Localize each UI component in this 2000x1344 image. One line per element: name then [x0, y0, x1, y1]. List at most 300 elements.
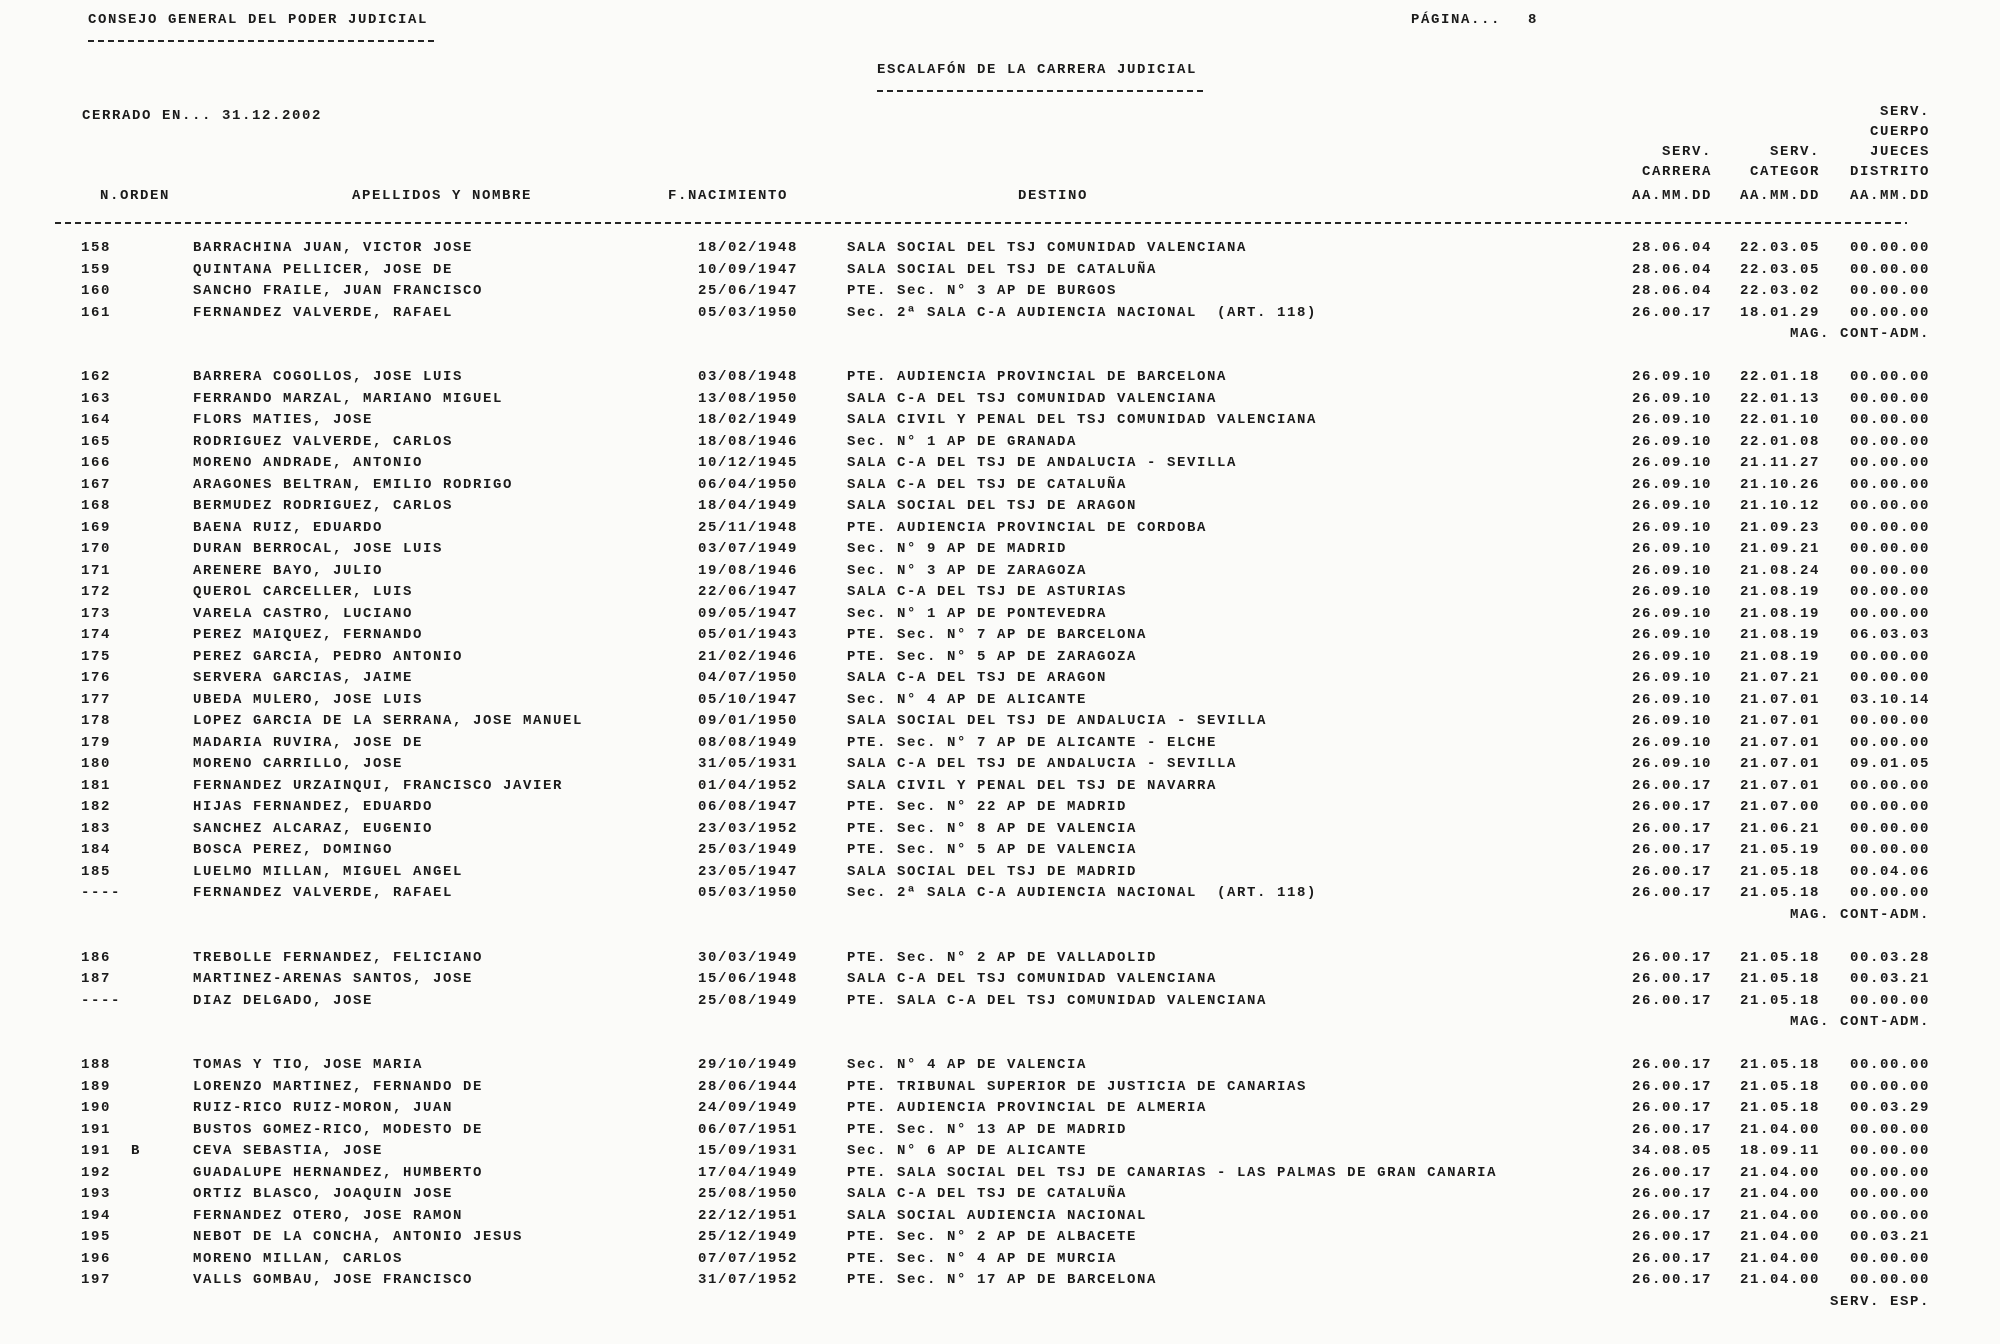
table-row: [0, 1206, 2000, 1228]
row-serv-cuerpo: 00.00.00: [1849, 283, 1930, 299]
row-serv-carrera: 26.00.17: [1631, 971, 1712, 987]
row-birthdate: 15/06/1948: [698, 971, 799, 987]
row-serv-cuerpo: 00.00.00: [1849, 1250, 1930, 1267]
column-header-serv-carrera-1: SERV.: [1661, 144, 1712, 160]
row-name: ORTIZ BLASCO, JOAQUIN JOSE: [193, 1186, 454, 1202]
row-destination: SALA C-A DEL TSJ DE ARAGON: [847, 670, 1108, 686]
row-birthdate: 18/04/1949: [698, 498, 799, 514]
row-note: MAG. CONT-ADM.: [1790, 1014, 1931, 1030]
row-serv-categor: 22.01.08: [1739, 433, 1820, 450]
table-row: [0, 883, 2000, 905]
row-serv-cuerpo: 00.00.00: [1849, 304, 1930, 321]
row-order-number: 186: [81, 949, 112, 966]
row-serv-carrera: 26.00.17: [1631, 1164, 1712, 1181]
row-birthdate: 05/03/1950: [698, 885, 799, 901]
row-note: MAG. CONT-ADM.: [1790, 906, 1931, 923]
spacer-line: [0, 926, 2000, 948]
row-name: PEREZ GARCIA, PEDRO ANTONIO: [193, 648, 464, 665]
row-serv-cuerpo: 00.00.00: [1849, 519, 1930, 536]
row-serv-carrera: 26.00.17: [1631, 1272, 1712, 1288]
table-row: [0, 1270, 2000, 1292]
row-serv-carrera: 26.09.10: [1631, 498, 1712, 514]
row-serv-cuerpo: 09.01.05: [1849, 756, 1930, 772]
row-destination: PTE. AUDIENCIA PROVINCIAL DE BARCELONA: [847, 369, 1228, 385]
row-serv-cuerpo: 00.00.00: [1849, 1121, 1930, 1138]
row-serv-cuerpo: 00.00.00: [1849, 433, 1930, 450]
row-order-number: 185: [81, 863, 112, 880]
row-serv-cuerpo: 00.00.00: [1849, 713, 1930, 729]
row-serv-cuerpo: 00.00.00: [1849, 369, 1930, 385]
row-name: TREBOLLE FERNANDEZ, FELICIANO: [193, 949, 484, 966]
row-name: QUEROL CARCELLER, LUIS: [193, 584, 414, 600]
row-serv-categor: 22.03.05: [1739, 261, 1820, 278]
row-serv-carrera: 26.00.17: [1631, 799, 1712, 815]
row-name: FERNANDEZ URZAINQUI, FRANCISCO JAVIER: [193, 777, 564, 794]
row-serv-categor: 21.07.21: [1739, 670, 1820, 686]
row-serv-categor: 21.07.01: [1739, 734, 1820, 751]
row-name: NEBOT DE LA CONCHA, ANTONIO JESUS: [193, 1229, 524, 1245]
row-destination: SALA SOCIAL AUDIENCIA NACIONAL: [847, 1207, 1148, 1224]
row-destination: PTE. Sec. N° 4 AP DE MURCIA: [847, 1250, 1118, 1267]
row-serv-categor: 18.01.29: [1739, 304, 1820, 321]
row-order-number: 188: [81, 1057, 112, 1073]
row-birthdate: 10/12/1945: [698, 455, 799, 471]
row-destination: PTE. Sec. N° 8 AP DE VALENCIA: [847, 820, 1138, 837]
row-name: FERNANDEZ OTERO, JOSE RAMON: [193, 1207, 464, 1224]
row-destination: SALA SOCIAL DEL TSJ COMUNIDAD VALENCIANA: [847, 240, 1248, 256]
column-header-nacimiento: F.NACIMIENTO: [668, 188, 789, 204]
table-row: [0, 582, 2000, 604]
row-order-number: 194: [81, 1207, 112, 1224]
row-serv-categor: 21.05.19: [1739, 842, 1820, 858]
row-serv-cuerpo: 00.00.00: [1849, 541, 1930, 557]
row-destination: SALA C-A DEL TSJ DE ANDALUCIA - SEVILLA: [847, 455, 1238, 471]
table-row: [0, 1077, 2000, 1099]
row-serv-categor: 21.07.01: [1739, 756, 1820, 772]
row-birthdate: 10/09/1947: [698, 261, 799, 278]
row-birthdate: 31/05/1931: [698, 756, 799, 772]
footer-line: [0, 1292, 2000, 1314]
row-order-number: 172: [81, 584, 112, 600]
row-birthdate: 05/03/1950: [698, 304, 799, 321]
row-order-number: 168: [81, 498, 112, 514]
table-row: [0, 1249, 2000, 1271]
row-order-number: 165: [81, 433, 112, 450]
column-header-serv-cuerpo-3: JUECES: [1869, 144, 1930, 160]
row-serv-cuerpo: 00.00.00: [1849, 412, 1930, 428]
table-row: [0, 432, 2000, 454]
row-order-number: 191: [81, 1143, 112, 1159]
row-serv-categor: 21.10.12: [1739, 498, 1820, 514]
row-name: MORENO ANDRADE, ANTONIO: [193, 455, 424, 471]
row-serv-carrera: 26.09.10: [1631, 627, 1712, 643]
table-row: [0, 690, 2000, 712]
row-destination: SALA C-A DEL TSJ DE CATALUÑA: [847, 476, 1128, 493]
row-serv-cuerpo: 00.00.00: [1849, 1057, 1930, 1073]
row-order-number: 163: [81, 390, 112, 407]
table-row: [0, 303, 2000, 325]
row-serv-categor: 21.10.26: [1739, 476, 1820, 493]
table-row: [0, 389, 2000, 411]
row-destination: SALA C-A DEL TSJ DE CATALUÑA: [847, 1186, 1128, 1202]
row-serv-cuerpo: 00.00.00: [1849, 455, 1930, 471]
row-destination: PTE. Sec. N° 13 AP DE MADRID: [847, 1121, 1128, 1138]
row-name: GUADALUPE HERNANDEZ, HUMBERTO: [193, 1164, 484, 1181]
column-header-serv-carrera-2: CARRERA: [1641, 164, 1712, 180]
row-birthdate: 25/08/1949: [698, 992, 799, 1009]
column-header-serv-cuerpo-2: CUERPO: [1869, 124, 1930, 140]
table-row: [0, 410, 2000, 432]
row-serv-categor: 21.04.00: [1739, 1164, 1820, 1181]
row-destination: PTE. Sec. N° 3 AP DE BURGOS: [847, 283, 1118, 299]
row-destination: PTE. AUDIENCIA PROVINCIAL DE ALMERIA: [847, 1100, 1208, 1116]
table-row: [0, 776, 2000, 798]
row-destination: SALA C-A DEL TSJ DE ANDALUCIA - SEVILLA: [847, 756, 1238, 772]
row-birthdate: 25/12/1949: [698, 1229, 799, 1245]
row-note-line: [0, 905, 2000, 927]
row-order-number: 187: [81, 971, 112, 987]
row-destination: PTE. Sec. N° 17 AP DE BARCELONA: [847, 1272, 1158, 1288]
row-name: BOSCA PEREZ, DOMINGO: [193, 842, 394, 858]
row-birthdate: 23/05/1947: [698, 863, 799, 880]
column-header-nombre: APELLIDOS Y NOMBRE: [352, 188, 533, 204]
row-birthdate: 15/09/1931: [698, 1143, 799, 1159]
row-serv-categor: 21.06.21: [1739, 820, 1820, 837]
table-row: [0, 668, 2000, 690]
row-serv-carrera: 26.00.17: [1631, 304, 1712, 321]
row-order-number: 173: [81, 605, 112, 622]
row-serv-categor: 21.07.01: [1739, 777, 1820, 794]
row-serv-cuerpo: 00.00.00: [1849, 240, 1930, 256]
table-row: [0, 1227, 2000, 1249]
row-destination: PTE. Sec. N° 2 AP DE VALLADOLID: [847, 949, 1158, 966]
row-order-number: 197: [81, 1272, 112, 1288]
row-order-number: 190: [81, 1100, 112, 1116]
row-order-number: ----: [81, 992, 122, 1009]
row-order-number: 162: [81, 369, 112, 385]
table-row: [0, 238, 2000, 260]
row-serv-carrera: 26.00.17: [1631, 1250, 1712, 1267]
header-separator-rule: [55, 222, 1907, 224]
row-name: TOMAS Y TIO, JOSE MARIA: [193, 1057, 424, 1073]
row-destination: Sec. 2ª SALA C-A AUDIENCIA NACIONAL (ART. 118): [847, 304, 1318, 321]
column-header-destino: DESTINO: [1018, 188, 1089, 204]
row-birthdate: 29/10/1949: [698, 1057, 799, 1073]
row-order-number: 175: [81, 648, 112, 665]
table-row: [0, 797, 2000, 819]
column-header-serv-carrera-3: AA.MM.DD: [1631, 188, 1712, 204]
row-serv-carrera: 26.09.10: [1631, 648, 1712, 665]
row-name: BERMUDEZ RODRIGUEZ, CARLOS: [193, 498, 454, 514]
row-destination: SALA SOCIAL DEL TSJ DE ARAGON: [847, 498, 1138, 514]
row-destination: Sec. N° 9 AP DE MADRID: [847, 541, 1068, 557]
table-row: [0, 991, 2000, 1013]
row-birthdate: 25/06/1947: [698, 283, 799, 299]
row-serv-cuerpo: 00.00.00: [1849, 476, 1930, 493]
row-serv-categor: 21.05.18: [1739, 1057, 1820, 1073]
row-serv-carrera: 26.09.10: [1631, 713, 1712, 729]
row-serv-cuerpo: 00.00.00: [1849, 584, 1930, 600]
row-birthdate: 22/12/1951: [698, 1207, 799, 1224]
row-serv-cuerpo: 00.00.00: [1849, 992, 1930, 1009]
row-serv-carrera: 28.06.04: [1631, 240, 1712, 256]
row-serv-cuerpo: 06.03.03: [1849, 627, 1930, 643]
row-birthdate: 22/06/1947: [698, 584, 799, 600]
row-serv-cuerpo: 00.00.00: [1849, 820, 1930, 837]
row-name: LOPEZ GARCIA DE LA SERRANA, JOSE MANUEL: [193, 713, 584, 729]
row-serv-categor: 22.03.05: [1739, 240, 1820, 256]
column-header-serv-cuerpo-1: SERV.: [1879, 104, 1930, 120]
row-name: DURAN BERROCAL, JOSE LUIS: [193, 541, 444, 557]
row-name: FERRANDO MARZAL, MARIANO MIGUEL: [193, 390, 504, 407]
column-header-orden: N.ORDEN: [100, 188, 171, 204]
row-serv-cuerpo: 03.10.14: [1849, 691, 1930, 708]
row-serv-categor: 18.09.11: [1739, 1143, 1820, 1159]
row-name: MADARIA RUVIRA, JOSE DE: [193, 734, 424, 751]
row-birthdate: 18/02/1948: [698, 240, 799, 256]
row-destination: SALA SOCIAL DEL TSJ DE CATALUÑA: [847, 261, 1158, 278]
table-row: [0, 367, 2000, 389]
row-destination: SALA SOCIAL DEL TSJ DE ANDALUCIA - SEVILLA: [847, 713, 1268, 729]
row-serv-carrera: 26.09.10: [1631, 562, 1712, 579]
row-serv-categor: 21.07.01: [1739, 691, 1820, 708]
table-row: [0, 475, 2000, 497]
column-header-serv-cuerpo-4: DISTRITO: [1849, 164, 1930, 180]
row-serv-categor: 21.08.19: [1739, 627, 1820, 643]
row-order-number: 169: [81, 519, 112, 536]
row-birthdate: 19/08/1946: [698, 562, 799, 579]
row-birthdate: 01/04/1952: [698, 777, 799, 794]
row-serv-cuerpo: 00.00.00: [1849, 605, 1930, 622]
row-serv-cuerpo: 00.00.00: [1849, 1207, 1930, 1224]
row-serv-categor: 22.01.10: [1739, 412, 1820, 428]
row-birthdate: 25/11/1948: [698, 519, 799, 536]
row-serv-cuerpo: 00.00.00: [1849, 1186, 1930, 1202]
table-row: [0, 969, 2000, 991]
row-order-number: 193: [81, 1186, 112, 1202]
row-destination: PTE. Sec. N° 22 AP DE MADRID: [847, 799, 1128, 815]
row-birthdate: 28/06/1944: [698, 1078, 799, 1095]
row-note-line: [0, 324, 2000, 346]
row-serv-categor: 21.04.00: [1739, 1272, 1820, 1288]
table-row: [0, 711, 2000, 733]
row-name: MARTINEZ-ARENAS SANTOS, JOSE: [193, 971, 474, 987]
row-serv-carrera: 26.00.17: [1631, 1057, 1712, 1073]
table-row: [0, 453, 2000, 475]
row-serv-carrera: 26.09.10: [1631, 541, 1712, 557]
document-title: ESCALAFÓN DE LA CARRERA JUDICIAL: [877, 62, 1198, 78]
row-order-number: 182: [81, 799, 112, 815]
row-serv-carrera: 26.00.17: [1631, 863, 1712, 880]
row-name: BARRACHINA JUAN, VICTOR JOSE: [193, 240, 474, 256]
row-birthdate: 08/08/1949: [698, 734, 799, 751]
row-destination: PTE. Sec. N° 7 AP DE BARCELONA: [847, 627, 1148, 643]
row-destination: PTE. SALA C-A DEL TSJ COMUNIDAD VALENCIANA: [847, 992, 1268, 1009]
row-serv-categor: 21.05.18: [1739, 992, 1820, 1009]
row-destination: Sec. N° 4 AP DE VALENCIA: [847, 1057, 1088, 1073]
row-serv-cuerpo: 00.04.06: [1849, 863, 1930, 880]
table-row: [0, 819, 2000, 841]
row-birthdate: 09/01/1950: [698, 713, 799, 729]
table-row: [0, 1055, 2000, 1077]
organization-title: CONSEJO GENERAL DEL PODER JUDICIAL: [88, 12, 429, 28]
row-serv-categor: 21.05.18: [1739, 863, 1820, 880]
row-birthdate: 09/05/1947: [698, 605, 799, 622]
row-name: FERNANDEZ VALVERDE, RAFAEL: [193, 304, 454, 321]
table-row: [0, 1098, 2000, 1120]
row-serv-categor: 21.08.19: [1739, 648, 1820, 665]
row-serv-cuerpo: 00.00.00: [1849, 799, 1930, 815]
row-name: SANCHO FRAILE, JUAN FRANCISCO: [193, 283, 484, 299]
table-row: [0, 733, 2000, 755]
row-order-number: ----: [81, 885, 122, 901]
row-destination: Sec. 2ª SALA C-A AUDIENCIA NACIONAL (ART. 118): [847, 885, 1318, 901]
row-order-number: 177: [81, 691, 112, 708]
row-serv-categor: 21.04.00: [1739, 1186, 1820, 1202]
row-name: LORENZO MARTINEZ, FERNANDO DE: [193, 1078, 484, 1095]
row-destination: PTE. Sec. N° 5 AP DE ZARAGOZA: [847, 648, 1138, 665]
row-serv-carrera: 26.09.10: [1631, 455, 1712, 471]
row-birthdate: 25/08/1950: [698, 1186, 799, 1202]
row-serv-categor: 21.05.18: [1739, 885, 1820, 901]
row-birthdate: 25/03/1949: [698, 842, 799, 858]
table-row: [0, 1120, 2000, 1142]
row-serv-categor: 21.08.19: [1739, 605, 1820, 622]
column-header-serv-cuerpo-5: AA.MM.DD: [1849, 188, 1930, 204]
row-destination: PTE. Sec. N° 7 AP DE ALICANTE - ELCHE: [847, 734, 1218, 751]
row-serv-carrera: 26.09.10: [1631, 691, 1712, 708]
row-destination: PTE. SALA SOCIAL DEL TSJ DE CANARIAS - LAS PALMAS DE GRAN CANARIA: [847, 1164, 1498, 1181]
row-serv-carrera: 28.06.04: [1631, 261, 1712, 278]
row-serv-carrera: 26.09.10: [1631, 519, 1712, 536]
row-order-number: 196: [81, 1250, 112, 1267]
row-serv-carrera: 26.09.10: [1631, 584, 1712, 600]
row-serv-categor: 21.11.27: [1739, 455, 1820, 471]
row-birthdate: 06/07/1951: [698, 1121, 799, 1138]
row-birthdate: 13/08/1950: [698, 390, 799, 407]
row-serv-cuerpo: 00.00.00: [1849, 562, 1930, 579]
row-birthdate: 17/04/1949: [698, 1164, 799, 1181]
row-destination: PTE. Sec. N° 2 AP DE ALBACETE: [847, 1229, 1138, 1245]
row-serv-carrera: 34.08.05: [1631, 1143, 1712, 1159]
table-row: [0, 281, 2000, 303]
row-birthdate: 31/07/1952: [698, 1272, 799, 1288]
row-birthdate: 03/07/1949: [698, 541, 799, 557]
row-name: VALLS GOMBAU, JOSE FRANCISCO: [193, 1272, 474, 1288]
row-order-number: 189: [81, 1078, 112, 1095]
row-serv-categor: 21.04.00: [1739, 1229, 1820, 1245]
row-serv-cuerpo: 00.03.29: [1849, 1100, 1930, 1116]
row-birthdate: 06/08/1947: [698, 799, 799, 815]
column-header-serv-categor-1: SERV.: [1769, 144, 1820, 160]
table-row: [0, 604, 2000, 626]
table-row: [0, 518, 2000, 540]
row-serv-categor: 21.05.18: [1739, 1078, 1820, 1095]
table-row: [0, 539, 2000, 561]
row-name: BARRERA COGOLLOS, JOSE LUIS: [193, 369, 464, 385]
row-serv-cuerpo: 00.00.00: [1849, 390, 1930, 407]
row-order-number: 166: [81, 455, 112, 471]
row-serv-carrera: 26.09.10: [1631, 670, 1712, 686]
row-serv-carrera: 28.06.04: [1631, 283, 1712, 299]
row-birthdate: 05/10/1947: [698, 691, 799, 708]
row-serv-categor: 21.05.18: [1739, 949, 1820, 966]
table-row: [0, 1184, 2000, 1206]
row-name: RUIZ-RICO RUIZ-MORON, JUAN: [193, 1100, 454, 1116]
row-order-number: 160: [81, 283, 112, 299]
row-name: FERNANDEZ VALVERDE, RAFAEL: [193, 885, 454, 901]
row-serv-categor: 22.03.02: [1739, 283, 1820, 299]
row-note: MAG. CONT-ADM.: [1790, 326, 1931, 342]
row-serv-categor: 21.07.00: [1739, 799, 1820, 815]
row-name: FLORS MATIES, JOSE: [193, 412, 374, 428]
row-name: BUSTOS GOMEZ-RICO, MODESTO DE: [193, 1121, 484, 1138]
row-serv-cuerpo: 00.00.00: [1849, 498, 1930, 514]
row-destination: Sec. N° 3 AP DE ZARAGOZA: [847, 562, 1088, 579]
row-serv-carrera: 26.00.17: [1631, 1229, 1712, 1245]
row-serv-cuerpo: 00.00.00: [1849, 648, 1930, 665]
row-birthdate: 24/09/1949: [698, 1100, 799, 1116]
row-serv-carrera: 26.09.10: [1631, 412, 1712, 428]
row-name: MORENO CARRILLO, JOSE: [193, 756, 404, 772]
row-order-number: 171: [81, 562, 112, 579]
table-row: [0, 862, 2000, 884]
row-serv-cuerpo: 00.00.00: [1849, 885, 1930, 901]
row-serv-carrera: 26.09.10: [1631, 734, 1712, 751]
row-destination: PTE. Sec. N° 5 AP DE VALENCIA: [847, 842, 1138, 858]
row-name: SERVERA GARCIAS, JAIME: [193, 670, 414, 686]
row-order-number: 167: [81, 476, 112, 493]
row-name: PEREZ MAIQUEZ, FERNANDO: [193, 627, 424, 643]
table-row: [0, 840, 2000, 862]
row-order-number: 191: [81, 1121, 112, 1138]
row-order-number: 183: [81, 820, 112, 837]
row-destination: PTE. TRIBUNAL SUPERIOR DE JUSTICIA DE CANARIAS: [847, 1078, 1308, 1095]
row-destination: PTE. AUDIENCIA PROVINCIAL DE CORDOBA: [847, 519, 1208, 536]
row-serv-categor: 21.04.00: [1739, 1250, 1820, 1267]
row-destination: Sec. N° 6 AP DE ALICANTE: [847, 1143, 1088, 1159]
row-serv-categor: 21.04.00: [1739, 1121, 1820, 1138]
row-serv-cuerpo: 00.00.00: [1849, 777, 1930, 794]
row-destination: SALA CIVIL Y PENAL DEL TSJ COMUNIDAD VALENCIANA: [847, 412, 1318, 428]
table-body: [0, 238, 2000, 1292]
row-serv-carrera: 26.09.10: [1631, 390, 1712, 407]
row-order-number: 192: [81, 1164, 112, 1181]
row-serv-categor: 21.04.00: [1739, 1207, 1820, 1224]
row-serv-carrera: 26.00.17: [1631, 1100, 1712, 1116]
row-serv-carrera: 26.00.17: [1631, 842, 1712, 858]
table-row: [0, 1141, 2000, 1163]
row-serv-carrera: 26.00.17: [1631, 1121, 1712, 1138]
row-order-number: 170: [81, 541, 112, 557]
row-serv-carrera: 26.00.17: [1631, 949, 1712, 966]
document-title-underline: [877, 90, 1207, 92]
row-serv-carrera: 26.09.10: [1631, 369, 1712, 385]
row-serv-carrera: 26.09.10: [1631, 433, 1712, 450]
row-serv-carrera: 26.00.17: [1631, 992, 1712, 1009]
row-birthdate: 04/07/1950: [698, 670, 799, 686]
table-row: [0, 754, 2000, 776]
row-order-number: 176: [81, 670, 112, 686]
row-destination: SALA SOCIAL DEL TSJ DE MADRID: [847, 863, 1138, 880]
row-order-number: 178: [81, 713, 112, 729]
row-serv-categor: 21.08.19: [1739, 584, 1820, 600]
row-birthdate: 18/08/1946: [698, 433, 799, 450]
row-name: HIJAS FERNANDEZ, EDUARDO: [193, 799, 434, 815]
row-serv-categor: 22.01.18: [1739, 369, 1820, 385]
row-name: ARENERE BAYO, JULIO: [193, 562, 384, 579]
row-destination: SALA C-A DEL TSJ COMUNIDAD VALENCIANA: [847, 971, 1218, 987]
